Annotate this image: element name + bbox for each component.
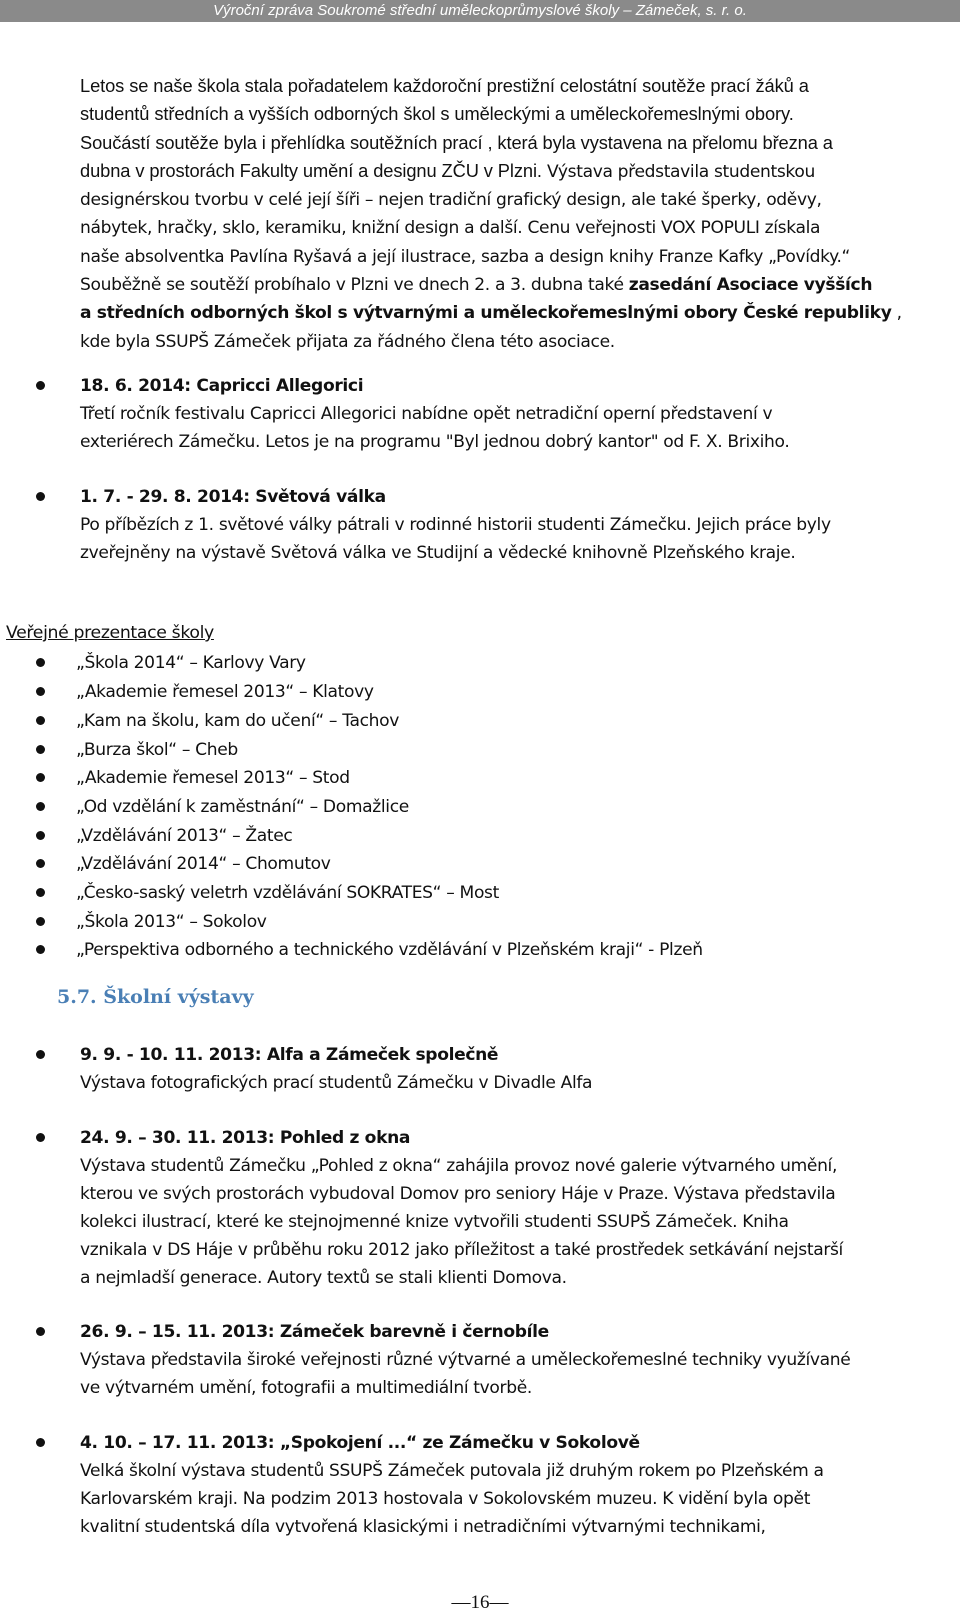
exhibition-text: Výstava studentů Zámečku „Pohled z okna“ zahájila provoz nové galerie výtvarného umění,	[80, 1156, 838, 1176]
intro-paragraph	[80, 72, 960, 356]
intro-line: nábytek, hračky, sklo, keramiku, knižní design a další. Cenu veřejnosti VOX POPULI získala	[80, 218, 821, 239]
section-heading-presentations: Veřejné prezentace školy	[6, 623, 214, 643]
bullet-icon	[36, 1050, 45, 1059]
list-item: „Akademie řemesel 2013“ – Klatovy	[76, 682, 374, 702]
exhibition-title: 4. 10. – 17. 11. 2013: „Spokojení ...“ ze Zámečku v Sokolově	[80, 1433, 640, 1453]
bullet-icon	[36, 917, 45, 926]
intro-line: designérskou tvorbu v celé její šíři – nejen tradiční grafický design, ale také šperky, oděvy,	[80, 190, 822, 211]
event-text: Třetí ročník festivalu Capricci Allegorici nabídne opět netradiční operní představení v	[80, 404, 773, 424]
list-item: „Škola 2014“ – Karlovy Vary	[76, 653, 306, 673]
exhibition-title: 9. 9. - 10. 11. 2013: Alfa a Zámeček společně	[80, 1045, 499, 1065]
exhibition-item	[80, 1124, 843, 1292]
intro-bold-text: zasedání Asociace vyšších	[628, 275, 873, 296]
bullet-icon	[36, 381, 45, 390]
exhibition-item	[80, 1041, 592, 1097]
page-number: —16—	[451, 1592, 509, 1613]
bullet-icon	[36, 1133, 45, 1142]
intro-line: a středních odborných škol s výtvarnými a uměleckořemeslnými obory České republiky ,	[80, 303, 902, 324]
bullet-icon	[36, 831, 45, 840]
bullet-icon	[36, 1327, 45, 1336]
event-title: 1. 7. - 29. 8. 2014: Světová válka	[80, 487, 386, 507]
exhibition-text: kterou ve svých prostorách vybudoval Domov pro seniory Háje v Praze. Výstava představila	[80, 1184, 836, 1204]
bullet-icon	[36, 716, 45, 725]
event-item	[80, 372, 789, 456]
exhibition-text: vznikala v DS Háje v průběhu roku 2012 jako příležitost a také prostředek setkávání nejstarší	[80, 1240, 843, 1260]
exhibition-text: Karlovarském kraji. Na podzim 2013 hostovala v Sokolovském muzeu. K vidění byla opět	[80, 1489, 811, 1509]
list-item: „Od vzdělání k zaměstnání“ – Domažlice	[76, 797, 409, 817]
exhibition-text: kolekci ilustrací, které ke stejnojmenné knize vytvořili studenti SSUPŠ Zámeček. Kniha	[80, 1212, 789, 1232]
intro-line: Letos se naše škola stala pořadatelem každoroční prestižní celostátní soutěže prací žáků a	[80, 75, 809, 96]
intro-line: Souběžně se soutěží probíhalo v Plzni ve dnech 2. a 3. dubna také zasedání Asociace vyšších	[80, 275, 873, 296]
exhibition-text: Výstava představila široké veřejnosti různé výtvarné a uměleckořemeslné techniky využívané	[80, 1350, 851, 1370]
list-item: „Burza škol“ – Cheb	[76, 740, 238, 760]
bullet-icon	[36, 1438, 45, 1447]
exhibition-title: 26. 9. – 15. 11. 2013: Zámeček barevně i černobíle	[80, 1322, 549, 1342]
bullet-icon	[36, 888, 45, 897]
event-text: exteriérech Zámečku. Letos je na programu "Byl jednou dobrý kantor" od F. X. Brixiho.	[80, 432, 790, 452]
bullet-icon	[36, 745, 45, 754]
intro-line: dubna v prostorách Fakulty umění a designu ZČU v Plzni. Výstava představila studentskou	[80, 159, 815, 182]
bullet-icon	[36, 859, 45, 868]
event-text: Po příbězích z 1. světové války pátrali v rodinné historii studenti Zámečku. Jejich práce byly	[80, 515, 831, 535]
list-item: „Škola 2013“ – Sokolov	[76, 912, 267, 932]
exhibition-text: a nejmladší generace. Autory textů se stali klienti Domova.	[80, 1268, 567, 1288]
exhibition-item	[80, 1429, 824, 1541]
section-heading-school-exhibitions: 5.7. Školní výstavy	[57, 986, 254, 1008]
exhibition-text: kvalitní studentská díla vytvořená klasickými i netradičními výtvarnými technikami,	[80, 1517, 766, 1537]
event-item	[80, 483, 831, 567]
event-text: zveřejněny na výstavě Světová válka ve Studijní a vědecké knihovně Plzeňského kraje.	[80, 543, 796, 563]
exhibition-text: Velká školní výstava studentů SSUPŠ Zámeček putovala již druhým rokem po Plzeňském a	[80, 1461, 824, 1481]
intro-bold-text: a středních odborných škol s výtvarnými a uměleckořemeslnými obory České republiky	[80, 303, 892, 324]
bullet-icon	[36, 802, 45, 811]
bullet-icon	[36, 773, 45, 782]
intro-line: naše absolventka Pavlína Ryšavá a její ilustrace, sazba a design knihy Franze Kafky „Povídky.“	[80, 246, 851, 267]
intro-line: studentů středních a vyšších odborných škol s uměleckými a uměleckořemeslnými obory.	[80, 103, 794, 125]
intro-line: kde byla SSUPŠ Zámeček přijata za řádného člena této asociace.	[80, 331, 615, 352]
list-item: „Perspektiva odborného a technického vzdělávání v Plzeňském kraji“ - Plzeň	[76, 940, 703, 960]
list-item: „Kam na školu, kam do učení“ – Tachov	[76, 711, 400, 731]
list-item: „Vzdělávání 2014“ – Chomutov	[76, 854, 331, 874]
list-item: „Česko-saský veletrh vzdělávání SOKRATES“ – Most	[76, 883, 499, 903]
exhibition-item	[80, 1318, 850, 1402]
list-item: „Vzdělávání 2013“ – Žatec	[76, 826, 293, 846]
exhibition-text: Výstava fotografických prací studentů Zámečku v Divadle Alfa	[80, 1073, 593, 1093]
bullet-icon	[36, 687, 45, 696]
running-header: Výroční zpráva Soukromé střední uměleckoprůmyslové školy – Zámeček, s. r. o.	[0, 0, 960, 22]
bullet-icon	[36, 658, 45, 667]
list-item: „Akademie řemesel 2013“ – Stod	[76, 768, 350, 788]
bullet-icon	[36, 945, 45, 954]
exhibition-title: 24. 9. – 30. 11. 2013: Pohled z okna	[80, 1128, 411, 1148]
intro-line: Součástí soutěže byla i přehlídka soutěžních prací , která byla vystavena na přelomu března a	[80, 131, 833, 153]
event-title: 18. 6. 2014: Capricci Allegorici	[80, 376, 364, 396]
exhibition-text: ve výtvarném umění, fotografii a multimediální tvorbě.	[80, 1378, 532, 1398]
bullet-icon	[36, 492, 45, 501]
